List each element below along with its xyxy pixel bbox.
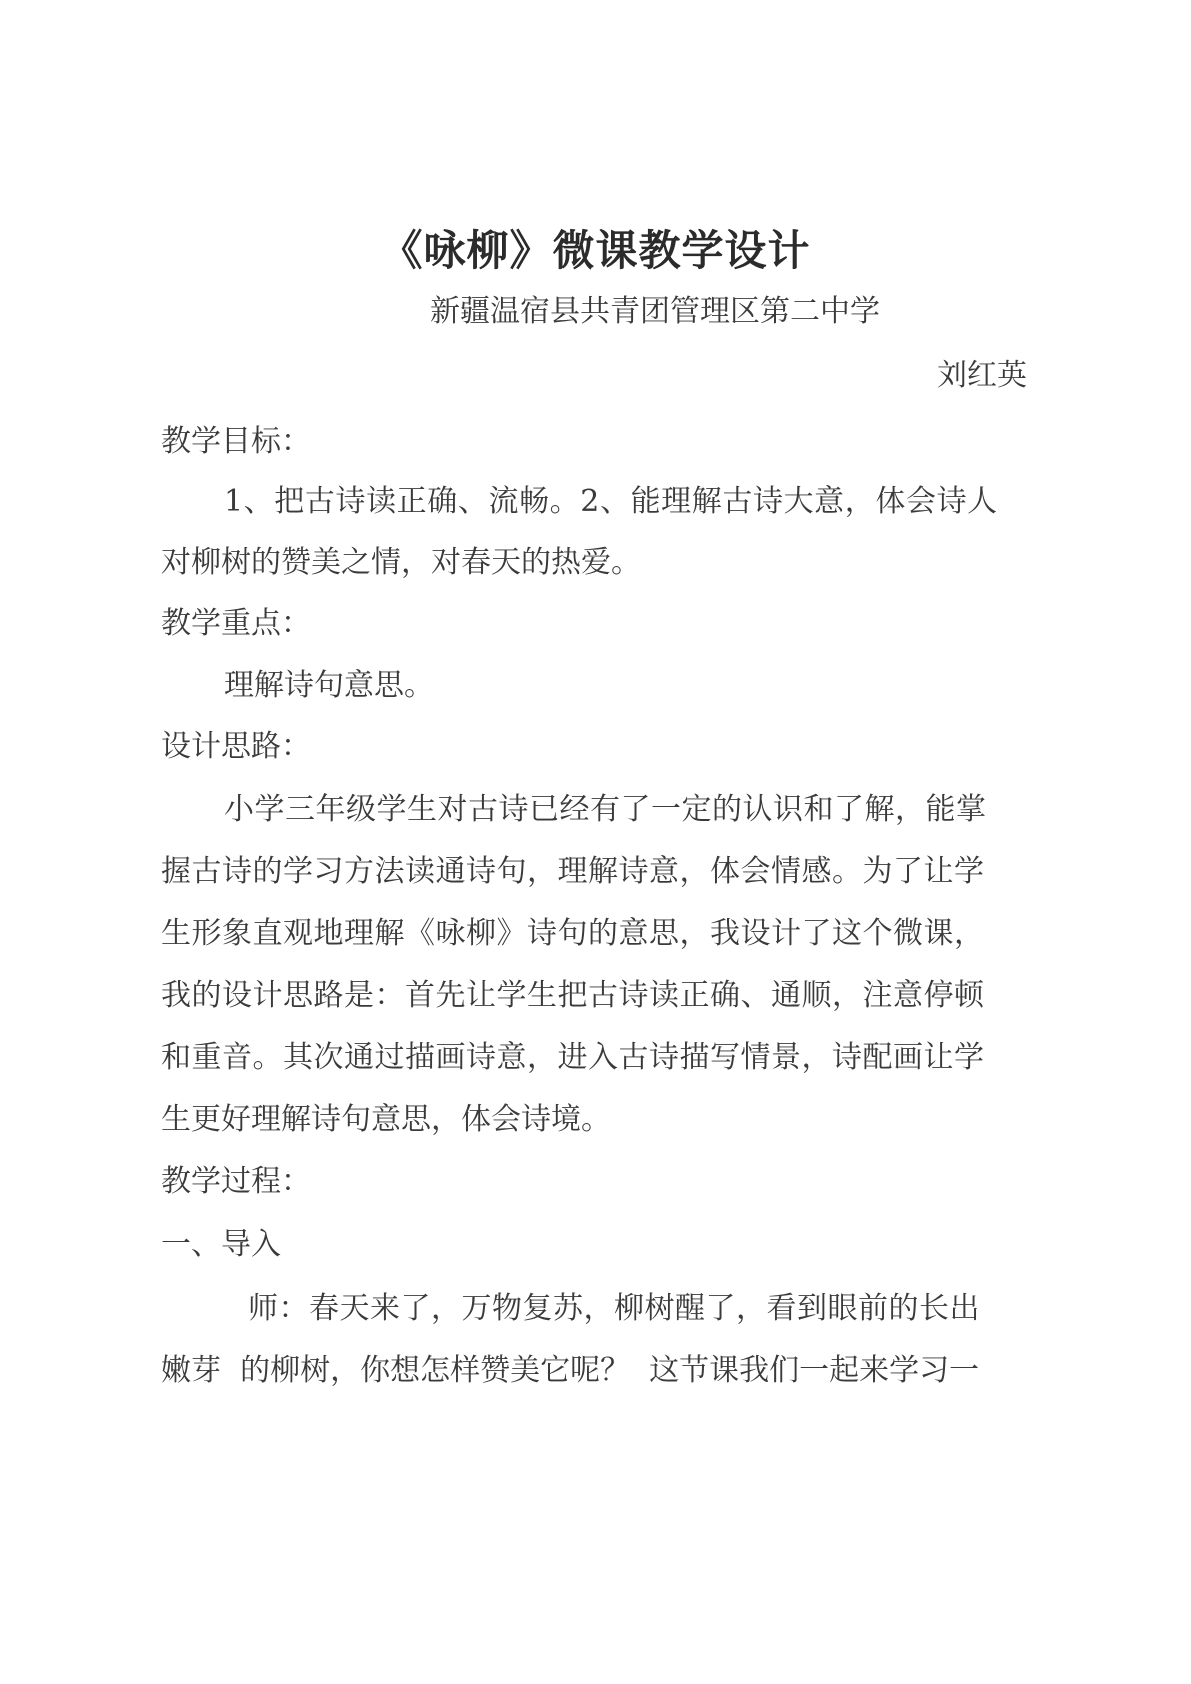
heading-teaching-process: 教学过程： xyxy=(161,1164,311,1199)
paragraph-line: 师：春天来了，万物复苏，柳树醒了，看到眼前的长出 xyxy=(248,1291,980,1326)
heading-design-ideas: 设计思路： xyxy=(161,729,311,764)
paragraph-line: 小学三年级学生对古诗已经有了一定的认识和了解，能掌 xyxy=(224,792,987,827)
section-heading-intro: 一、导入 xyxy=(161,1227,281,1262)
school-name: 新疆温宿县共青团管理区第二中学 xyxy=(430,294,880,329)
paragraph-line: 理解诗句意思。 xyxy=(224,668,434,703)
paragraph-line: 生形象直观地理解《咏柳》诗句的意思，我设计了这个微课， xyxy=(161,916,985,951)
author-name: 刘红英 xyxy=(937,358,1027,393)
paragraph-line: 握古诗的学习方法读通诗句，理解诗意，体会情感。为了让学 xyxy=(161,854,985,889)
paragraph-line: 对柳树的赞美之情，对春天的热爱。 xyxy=(161,545,641,580)
paragraph-line: 生更好理解诗句意思，体会诗境。 xyxy=(161,1102,611,1137)
heading-teaching-goals: 教学目标： xyxy=(161,424,311,459)
paragraph-line: 嫩芽 的柳树，你想怎样赞美它呢？ 这节课我们一起来学习一 xyxy=(161,1353,980,1388)
paragraph-line: 1、把古诗读正确、流畅。2、能理解古诗大意，体会诗人 xyxy=(224,484,998,519)
paragraph-line: 我的设计思路是：首先让学生把古诗读正确、通顺，注意停顿 xyxy=(161,978,985,1013)
document-title: 《咏柳》微课教学设计 xyxy=(380,226,811,275)
heading-teaching-focus: 教学重点： xyxy=(161,606,311,641)
paragraph-line: 和重音。其次通过描画诗意，进入古诗描写情景，诗配画让学 xyxy=(161,1040,985,1075)
